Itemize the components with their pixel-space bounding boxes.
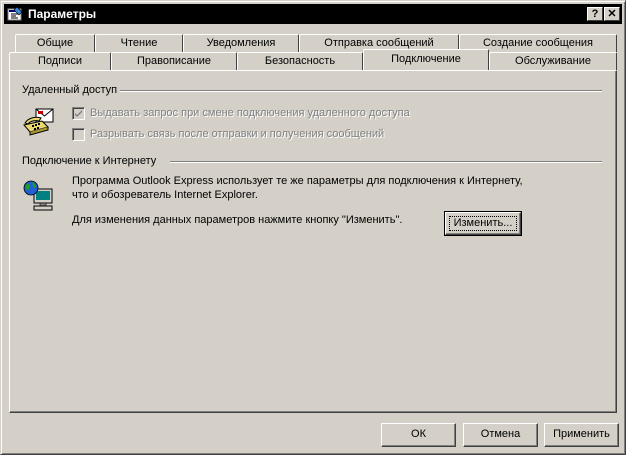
ok-button-label: ОК [411,428,426,440]
title-bar[interactable] [4,4,622,24]
close-button[interactable]: ✕ [604,7,620,21]
change-settings-button-label: Изменить... [453,217,513,229]
hangup-after-send-checkbox[interactable] [72,128,85,141]
options-app-icon [7,6,23,22]
hangup-after-send-label: Разрывать связь после отправки и получения сообщений [90,128,385,140]
apply-button-label: Применить [553,428,610,440]
tab-maintenance[interactable]: Обслуживание [489,52,617,70]
tab-read[interactable]: Чтение [95,34,183,52]
cancel-button[interactable] [463,423,538,447]
tab-compose[interactable]: Создание сообщения [459,34,617,52]
dialup-group-divider [120,90,602,92]
internet-description-line2: что и обозреватель Internet Explorer. [72,189,258,201]
ok-button[interactable] [381,423,456,447]
tab-security[interactable]: Безопасность [237,52,363,70]
internet-group-divider [170,161,602,163]
help-button[interactable]: ? [587,7,603,21]
dialup-phone-icon [22,107,56,137]
prompt-dialup-checkbox[interactable] [72,107,85,120]
internet-group-title: Подключение к Интернету [22,155,157,167]
apply-button[interactable] [544,423,619,447]
change-settings-button[interactable] [445,212,521,235]
tab-connection[interactable]: Подключение [363,49,489,70]
tab-send[interactable]: Отправка сообщений [299,34,459,52]
tab-general[interactable]: Общие [15,34,95,52]
connection-tab-panel [9,70,617,413]
internet-description-line1: Программа Outlook Express использует те же параметры для подключения к Интернету, [72,175,523,187]
prompt-dialup-label: Выдавать запрос при смене подключения удаленного доступа [90,107,410,119]
tab-signatures[interactable]: Подписи [9,52,111,70]
cancel-button-label: Отмена [480,428,521,440]
window-title: Параметры [28,7,97,21]
change-settings-text: Для изменения данных параметров нажмите кнопку "Изменить". [72,214,403,226]
tab-spelling[interactable]: Правописание [111,52,237,70]
internet-connection-icon [22,179,56,213]
checkmark-icon [74,109,83,118]
tab-receipts[interactable]: Уведомления [183,34,299,52]
dialup-group-title: Удаленный доступ [22,84,118,96]
